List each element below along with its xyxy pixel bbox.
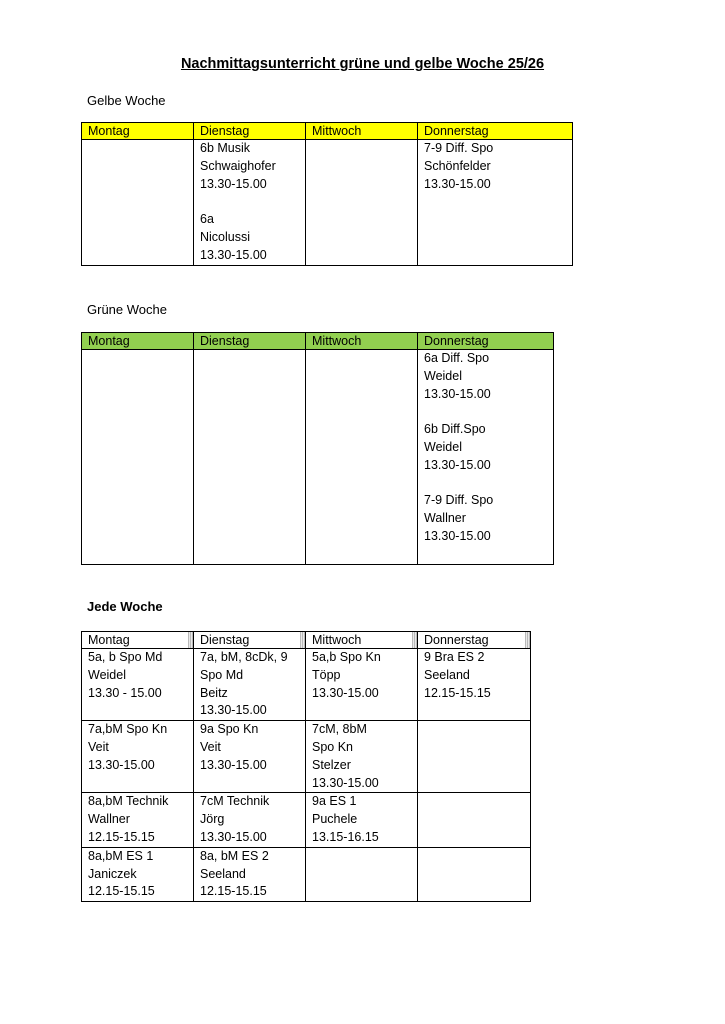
column-grip-icon bbox=[188, 632, 193, 648]
table-row bbox=[82, 721, 531, 793]
cell-montag bbox=[82, 140, 194, 266]
header-donnerstag: Donnerstag bbox=[418, 123, 573, 140]
header-dienstag: Dienstag bbox=[194, 333, 306, 350]
cell-dienstag: 9a Spo Kn Veit 13.30-15.00 bbox=[194, 721, 306, 793]
cell-donnerstag: 6a Diff. Spo Weidel 13.30-15.00 6b Diff.Spo Weidel 13.30-15.00 7-9 Diff. Spo Wallner 13.30-15.00 bbox=[418, 350, 554, 565]
cell-mittwoch: 5a,b Spo Kn Töpp 13.30-15.00 bbox=[306, 649, 418, 721]
column-grip-icon bbox=[412, 632, 417, 648]
cell-montag: 8a,bM ES 1 Janiczek 12.15-15.15 bbox=[82, 847, 194, 901]
header-montag bbox=[82, 632, 194, 649]
table-row bbox=[82, 847, 531, 901]
table-header-row bbox=[82, 123, 573, 140]
table-row bbox=[82, 793, 531, 847]
cell-mittwoch bbox=[306, 350, 418, 565]
cell-montag: 5a, b Spo Md Weidel 13.30 - 15.00 bbox=[82, 649, 194, 721]
header-label: Dienstag bbox=[200, 633, 250, 647]
table-row bbox=[82, 140, 573, 266]
column-grip-icon bbox=[525, 632, 530, 648]
cell-donnerstag: 7-9 Diff. Spo Schönfelder 13.30-15.00 bbox=[418, 140, 573, 266]
header-montag: Montag bbox=[82, 123, 194, 140]
page-title: Nachmittagsunterricht grüne und gelbe Woche 25/26 bbox=[180, 56, 545, 72]
header-donnerstag bbox=[418, 632, 531, 649]
table-row bbox=[82, 350, 554, 565]
cell-mittwoch: 7cM, 8bM Spo Kn Stelzer 13.30-15.00 bbox=[306, 721, 418, 793]
cell-montag: 8a,bM Technik Wallner 12.15-15.15 bbox=[82, 793, 194, 847]
cell-dienstag: 7a, bM, 8cDk, 9 Spo Md Beitz 13.30-15.00 bbox=[194, 649, 306, 721]
cell-dienstag: 8a, bM ES 2 Seeland 12.15-15.15 bbox=[194, 847, 306, 901]
header-label: Donnerstag bbox=[424, 633, 489, 647]
jede-woche-table bbox=[81, 631, 531, 902]
header-dienstag: Dienstag bbox=[194, 123, 306, 140]
cell-mittwoch bbox=[306, 140, 418, 266]
gruene-woche-label: Grüne Woche bbox=[87, 302, 167, 317]
cell-mittwoch: 9a ES 1 Puchele 13.15-16.15 bbox=[306, 793, 418, 847]
header-label: Montag bbox=[88, 633, 130, 647]
header-mittwoch: Mittwoch bbox=[306, 333, 418, 350]
table-row bbox=[82, 649, 531, 721]
cell-dienstag bbox=[194, 350, 306, 565]
gruene-woche-table bbox=[81, 332, 554, 565]
header-label: Mittwoch bbox=[312, 633, 362, 647]
cell-donnerstag bbox=[418, 721, 531, 793]
table-header-row bbox=[82, 632, 531, 649]
cell-donnerstag: 9 Bra ES 2 Seeland 12.15-15.15 bbox=[418, 649, 531, 721]
header-montag: Montag bbox=[82, 333, 194, 350]
gelbe-woche-label: Gelbe Woche bbox=[87, 93, 166, 108]
cell-montag: 7a,bM Spo Kn Veit 13.30-15.00 bbox=[82, 721, 194, 793]
header-dienstag bbox=[194, 632, 306, 649]
cell-dienstag: 6b Musik Schwaighofer 13.30-15.00 6a Nicolussi 13.30-15.00 bbox=[194, 140, 306, 266]
column-grip-icon bbox=[300, 632, 305, 648]
cell-donnerstag bbox=[418, 793, 531, 847]
header-mittwoch bbox=[306, 632, 418, 649]
cell-mittwoch bbox=[306, 847, 418, 901]
cell-dienstag: 7cM Technik Jörg 13.30-15.00 bbox=[194, 793, 306, 847]
header-mittwoch: Mittwoch bbox=[306, 123, 418, 140]
cell-montag bbox=[82, 350, 194, 565]
table-header-row bbox=[82, 333, 554, 350]
gelbe-woche-table bbox=[81, 122, 573, 266]
header-donnerstag: Donnerstag bbox=[418, 333, 554, 350]
jede-woche-label: Jede Woche bbox=[87, 599, 163, 614]
cell-donnerstag bbox=[418, 847, 531, 901]
